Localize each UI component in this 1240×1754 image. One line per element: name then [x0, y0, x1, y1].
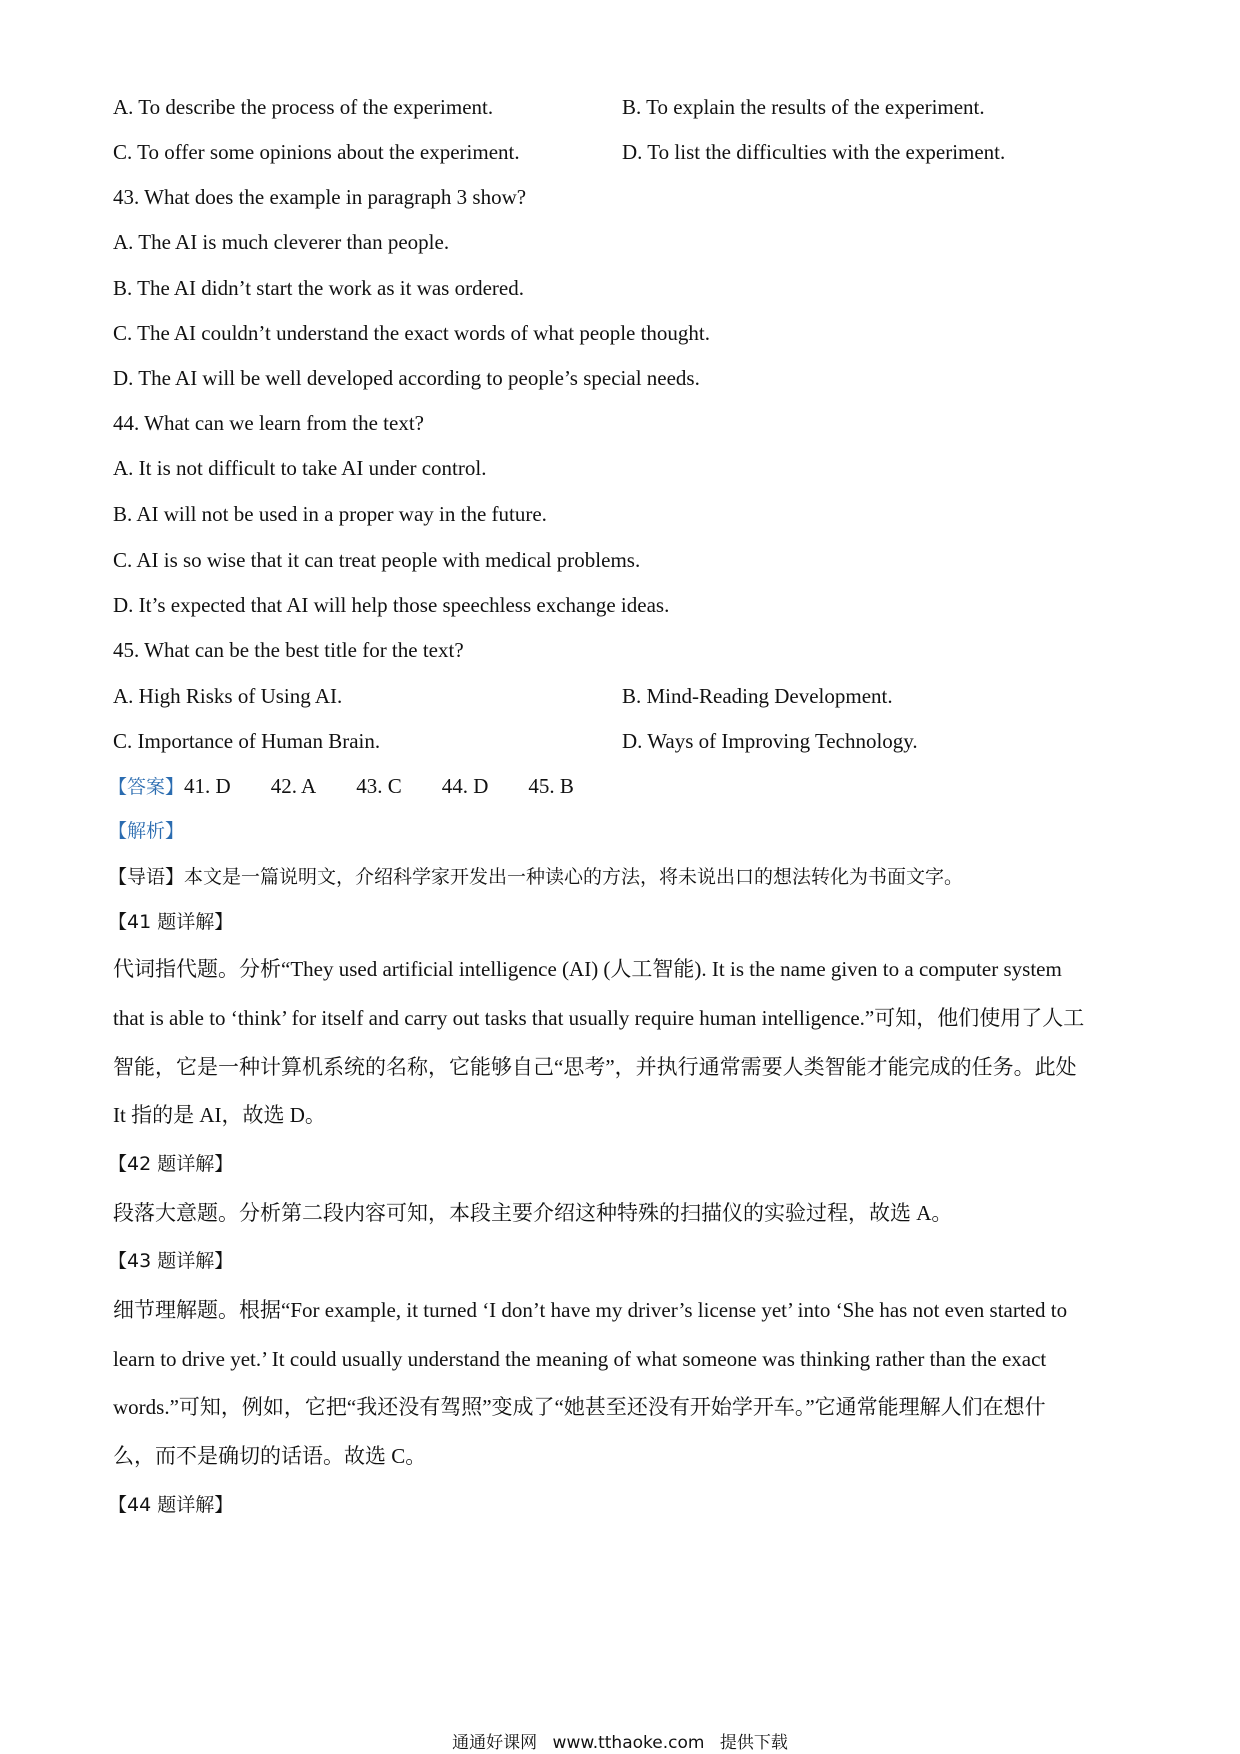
q45-option-c: C. Importance of Human Brain.: [113, 729, 381, 753]
answer-44: 44. D: [441, 774, 489, 798]
q44-question: 44. What can we learn from the text?: [113, 411, 424, 435]
q43-option-a: A. The AI is much cleverer than people.: [113, 230, 450, 254]
q43-line-1: 细节理解题。根据“For example, it turned ‘I don’t have my driver’s license yet’ into ‘She has not even started to: [113, 1298, 1068, 1322]
q44-option-b: B. AI will not be used in a proper way in the future.: [113, 502, 547, 526]
answer-line: [108, 771, 614, 802]
footer-note: 提供下载: [719, 1733, 788, 1753]
q41-heading: 【41 题详解】: [108, 911, 234, 933]
q42-heading: 【42 题详解】: [108, 1153, 234, 1175]
q43-option-c: C. The AI couldn’t understand the exact words of what people thought.: [113, 321, 711, 345]
q42-option-b: B. To explain the results of the experiment.: [622, 95, 985, 119]
answer-43: 43. C: [356, 774, 402, 798]
answer-45: 45. B: [528, 774, 574, 798]
q41-line-3: 智能，它是一种计算机系统的名称，它能够自己“思考”，并执行通常需要人类智能才能完成的任务。此处: [113, 1055, 1077, 1079]
answer-label: 【答案】: [108, 776, 185, 798]
page-footer: [0, 1728, 1240, 1753]
q43-option-b: B. The AI didn’t start the work as it was ordered.: [113, 276, 524, 300]
q41-line-2: that is able to ‘think’ for itself and carry out tasks that usually require human intelligence.”可知，他们使用了人工: [113, 1006, 1085, 1030]
q41-line-1: 代词指代题。分析“They used artificial intelligence (AI) (人工智能). It is the name given to a computer system: [113, 957, 1062, 981]
q42-option-d: D. To list the difficulties with the experiment.: [622, 140, 1006, 164]
q42-option-c: C. To offer some opinions about the experiment.: [113, 140, 520, 164]
footer-site-name: 通通好课网: [452, 1733, 538, 1753]
q41-line-4: It 指的是 AI，故选 D。: [113, 1103, 326, 1127]
q42-option-a: A. To describe the process of the experiment.: [113, 95, 494, 119]
q44-option-c: C. AI is so wise that it can treat people with medical problems.: [113, 548, 641, 572]
q44-heading: 【44 题详解】: [108, 1494, 234, 1516]
analysis-intro: 【导语】本文是一篇说明文，介绍科学家开发出一种读心的方法，将未说出口的想法转化为书面文字。: [108, 866, 964, 888]
q43-heading: 【43 题详解】: [108, 1250, 234, 1272]
q43-question: 43. What does the example in paragraph 3 show?: [113, 185, 527, 209]
q44-option-a: A. It is not difficult to take AI under control.: [113, 456, 487, 480]
q43-line-2: learn to drive yet.’ It could usually understand the meaning of what someone was thinking rather than the exact: [113, 1347, 1047, 1371]
q43-line-3: words.”可知，例如，它把“我还没有驾照”变成了“她甚至还没有开始学开车。”它通常能理解人们在想什: [113, 1395, 1046, 1419]
q43-option-d: D. The AI will be well developed according to people’s special needs.: [113, 366, 700, 390]
footer-url[interactable]: www.tthaoke.com: [552, 1733, 705, 1753]
q43-line-4: 么，而不是确切的话语。故选 C。: [113, 1444, 427, 1468]
q42-line-1: 段落大意题。分析第二段内容可知，本段主要介绍这种特殊的扫描仪的实验过程，故选 A。: [113, 1201, 953, 1225]
q44-option-d: D. It’s expected that AI will help those speechless exchange ideas.: [113, 593, 670, 617]
q45-option-b: B. Mind-Reading Development.: [622, 684, 893, 708]
answer-42: 42. A: [270, 774, 317, 798]
answer-41: 41. D: [184, 774, 231, 798]
q45-option-a: A. High Risks of Using AI.: [113, 684, 343, 708]
analysis-label: 【解析】: [108, 820, 185, 842]
q45-option-d: D. Ways of Improving Technology.: [622, 729, 918, 753]
q45-question: 45. What can be the best title for the text?: [113, 638, 464, 662]
